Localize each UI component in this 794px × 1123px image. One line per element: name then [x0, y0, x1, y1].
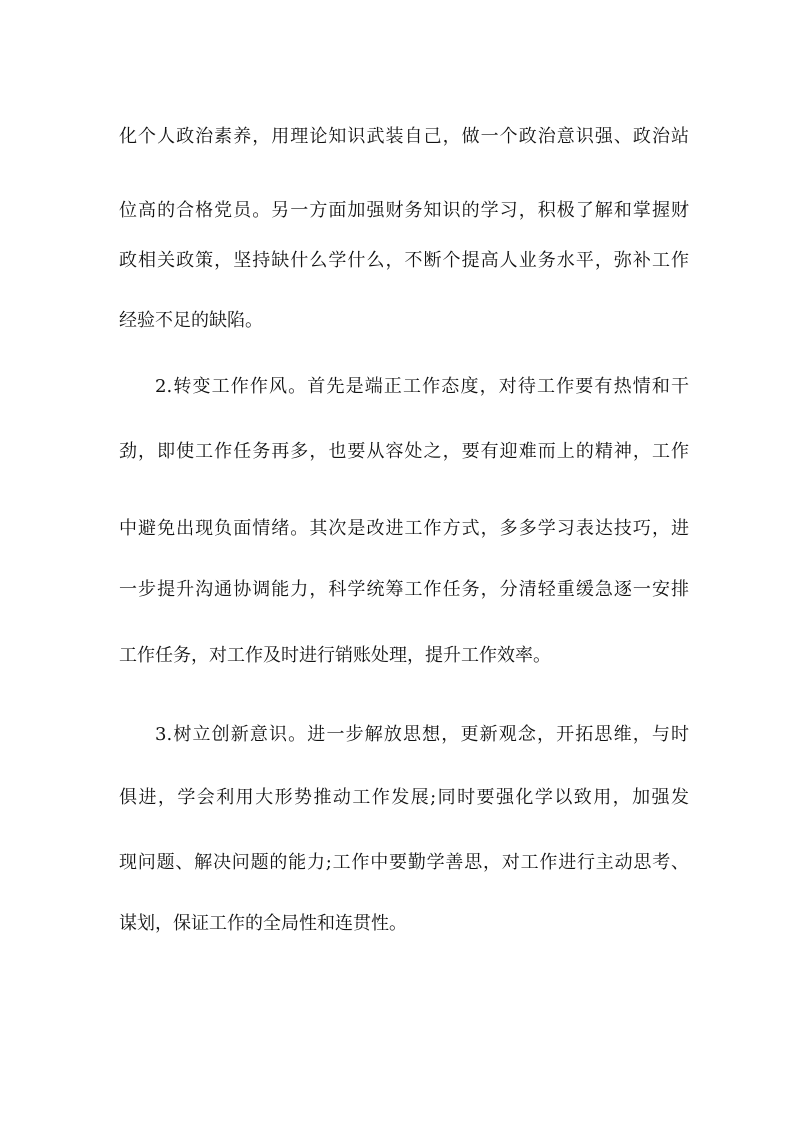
text-line: 中避免出现负面情绪。其次是改进工作方式，多多学习表达技巧，进: [119, 518, 689, 539]
text-line: 俱进，学会利用大形势推动工作发展;同时要强化学以致用，加强发: [119, 787, 689, 808]
text-line: 工作任务，对工作及时进行销账处理，提升工作效率。: [119, 645, 551, 666]
text-line: 现问题、解决问题的能力;工作中要勤学善思，对工作进行主动思考、: [119, 852, 689, 873]
text-line: 政相关政策，坚持缺什么学什么，不断个提高人业务水平，弥补工作: [119, 250, 689, 271]
text-line: 化个人政治素养，用理论知识武装自己，做一个政治意识强、政治站: [119, 126, 689, 147]
text-line: 2.转变工作作风。首先是端正工作态度，对待工作要有热情和干: [155, 376, 689, 397]
text-line: 一步提升沟通协调能力，科学统筹工作任务，分清轻重缓急逐一安排: [119, 579, 689, 600]
text-line: 谋划，保证工作的全局性和连贯性。: [119, 913, 407, 934]
text-line: 3.树立创新意识。进一步解放思想，更新观念，开拓思维，与时: [155, 724, 689, 745]
text-line: 劲，即使工作任务再多，也要从容处之，要有迎难而上的精神，工作: [119, 441, 689, 462]
text-line: 经验不足的缺陷。: [119, 310, 263, 331]
text-line: 位高的合格党员。另一方面加强财务知识的学习，积极了解和掌握财: [119, 200, 689, 221]
